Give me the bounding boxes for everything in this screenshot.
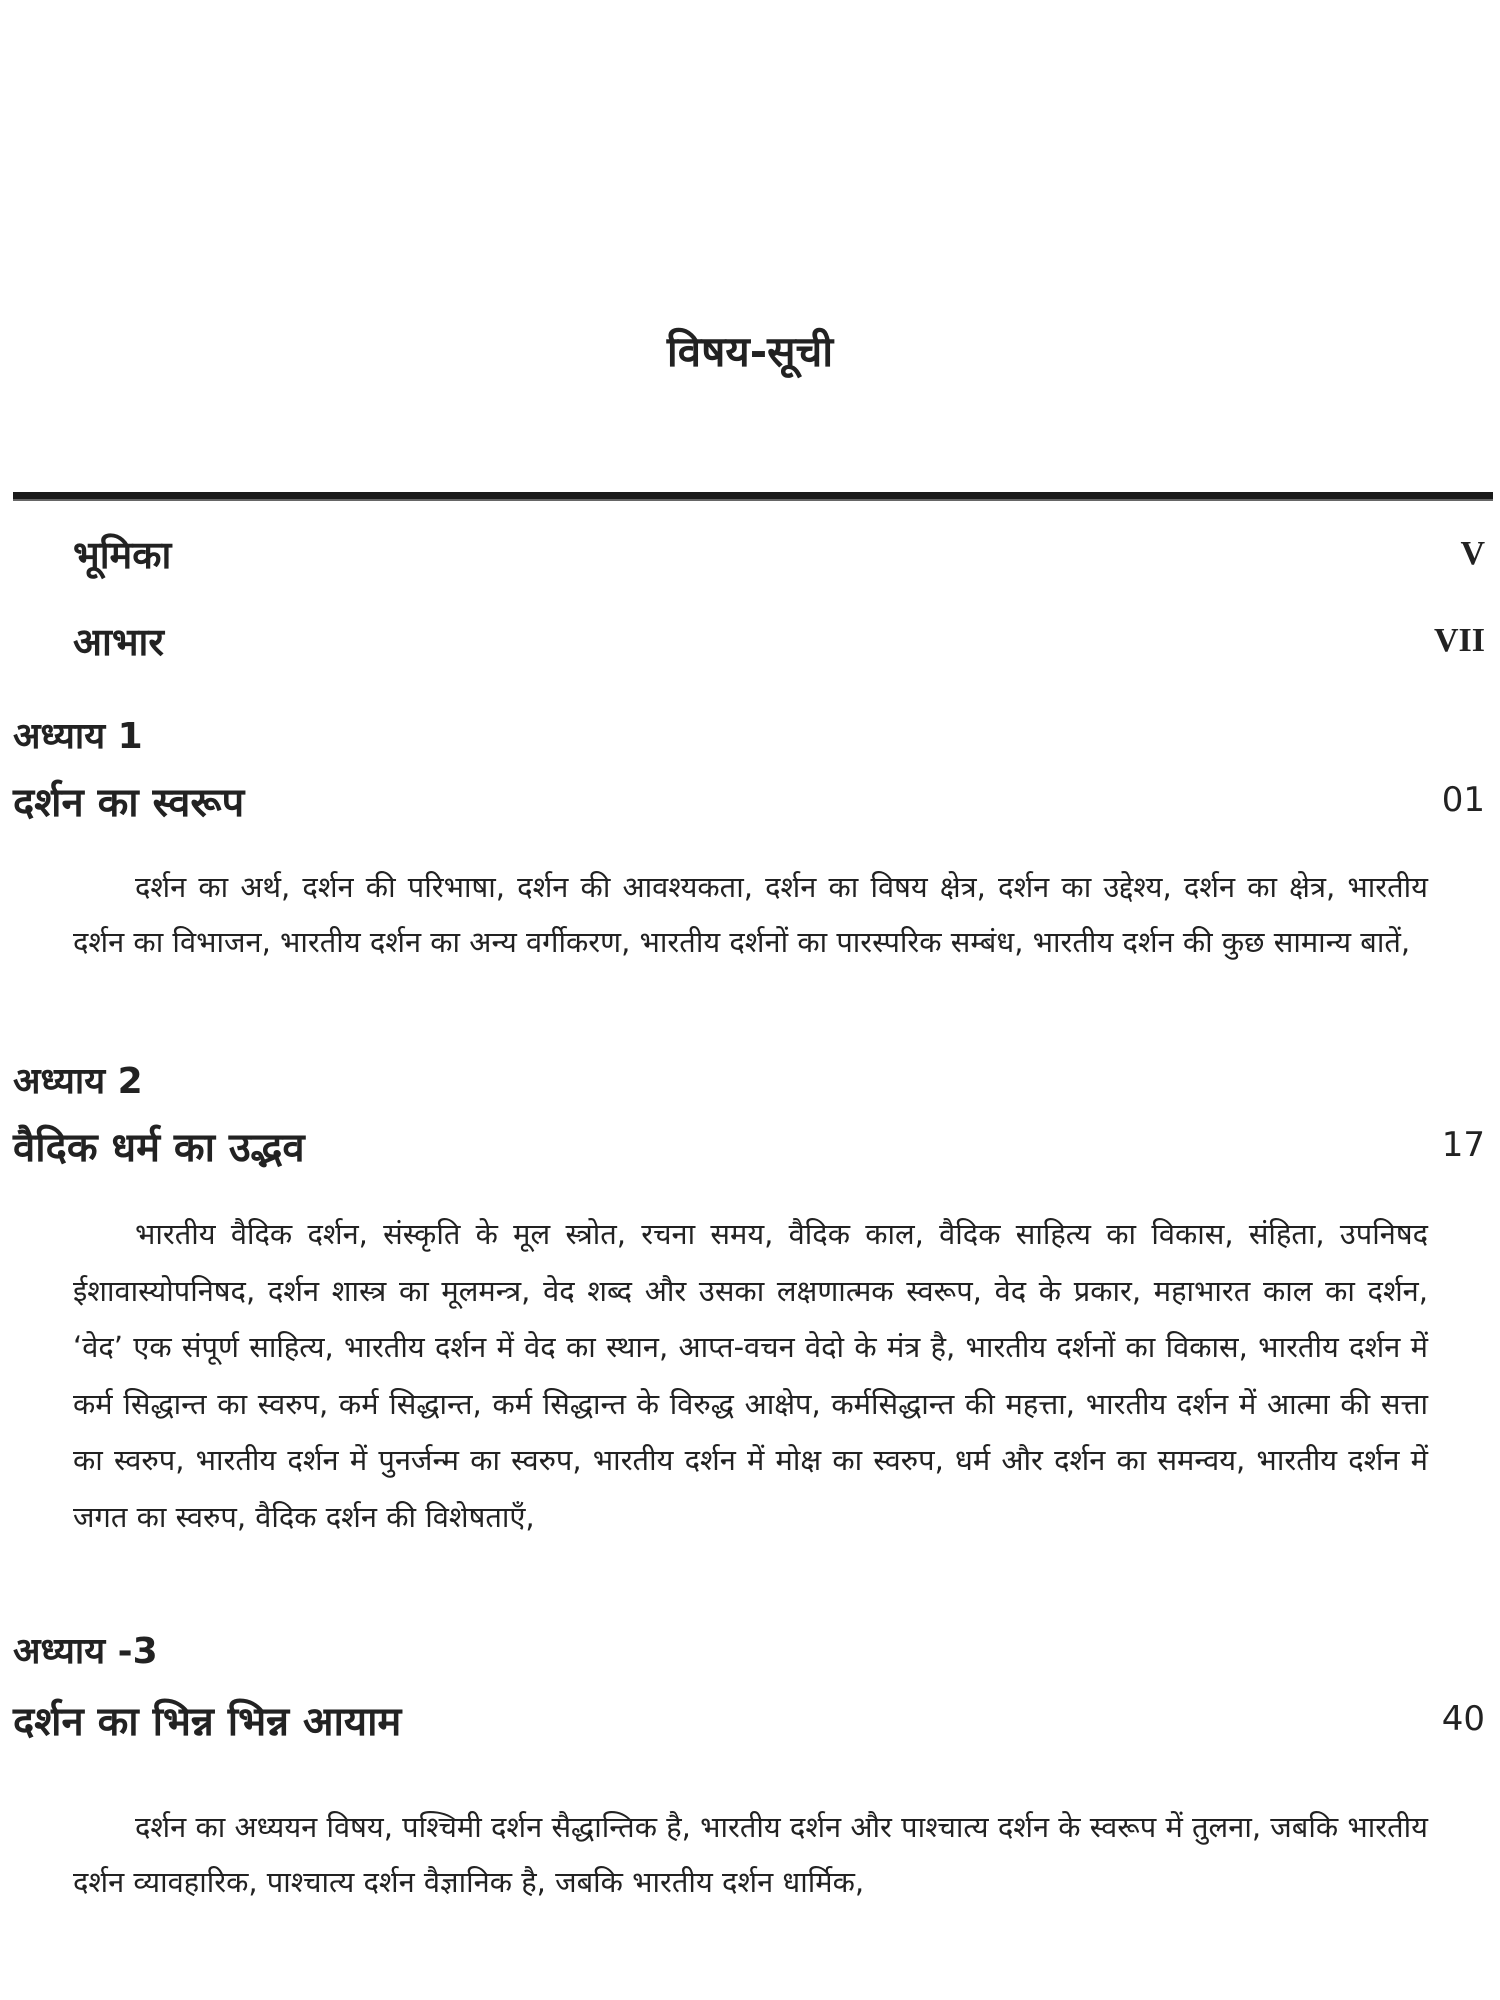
- toc-page-acknowledgement: VII: [1433, 622, 1485, 659]
- chapter-3-summary: दर्शन का अध्ययन विषय, पश्चिमी दर्शन सैद्धान्तिक है, भारतीय दर्शन और पाश्चात्य दर्शन के स्वरूप में तुलना, जबकि भारतीय दर्शन व्यावहारिक, पाश्चात्य दर्शन वैज्ञानिक है, जबकि भारतीय दर्शन धार्मिक,: [73, 1810, 1428, 1899]
- page-title: विषय-सूची: [666, 327, 834, 376]
- chapter-3-page: 40: [1441, 1699, 1485, 1739]
- title-divider: [13, 492, 1493, 501]
- chapter-2-number: अध्याय 2: [13, 1061, 143, 1102]
- chapter-3-title[interactable]: दर्शन का भिन्न भिन्न आयाम: [13, 1699, 402, 1745]
- toc-page-preface: V: [1460, 535, 1485, 572]
- chapter-1-number: अध्याय 1: [13, 716, 143, 757]
- chapter-2-title[interactable]: वैदिक धर्म का उद्भव: [13, 1125, 305, 1171]
- chapter-1-page: 01: [1441, 780, 1485, 820]
- toc-entry-acknowledgement[interactable]: आभार: [73, 620, 164, 664]
- chapter-2-page: 17: [1441, 1125, 1485, 1165]
- chapter-1-title[interactable]: दर्शन का स्वरूप: [13, 780, 245, 826]
- toc-entry-preface[interactable]: भूमिका: [73, 533, 172, 577]
- chapter-1-summary: दर्शन का अर्थ, दर्शन की परिभाषा, दर्शन की आवश्यकता, दर्शन का विषय क्षेत्र, दर्शन का उद्देश्य, दर्शन का क्षेत्र, भारतीय दर्शन का विभाजन, भारतीय दर्शन का अन्य वर्गीकरण, भारतीय दर्शनों का पारस्परिक सम्बंध, भारतीय दर्शन की कुछ सामान्य बातें,: [73, 870, 1428, 959]
- chapter-3-number: अध्याय -3: [13, 1631, 158, 1672]
- chapter-2-summary: भारतीय वैदिक दर्शन, संस्कृति के मूल स्त्रोत, रचना समय, वैदिक काल, वैदिक साहित्य का विकास, संहिता, उपनिषद ईशावास्योपनिषद, दर्शन शास्त्र का मूलमन्त्र, वेद शब्द और उसका लक्षणात्मक स्वरूप, वेद के प्रकार, महाभारत काल का दर्शन, ‘वेद’ एक संपूर्ण साहित्य, भारतीय दर्शन में वेद का स्थान, आप्त-वचन वेदो के मंत्र है, भारतीय दर्शनों का विकास, भारतीय दर्शन में कर्म सिद्धान्त का स्वरुप, कर्म सिद्धान्त, कर्म सिद्धान्त के विरुद्ध आक्षेप, कर्मसिद्धान्त की महत्ता, भारतीय दर्शन में आत्मा की सत्ता का स्वरुप, भारतीय दर्शन में पुनर्जन्म का स्वरुप, भारतीय दर्शन में मोक्ष का स्वरुप, धर्म और दर्शन का समन्वय, भारतीय दर्शन में जगत का स्वरुप, वैदिक दर्शन की विशेषताएँ,: [73, 1217, 1428, 1534]
